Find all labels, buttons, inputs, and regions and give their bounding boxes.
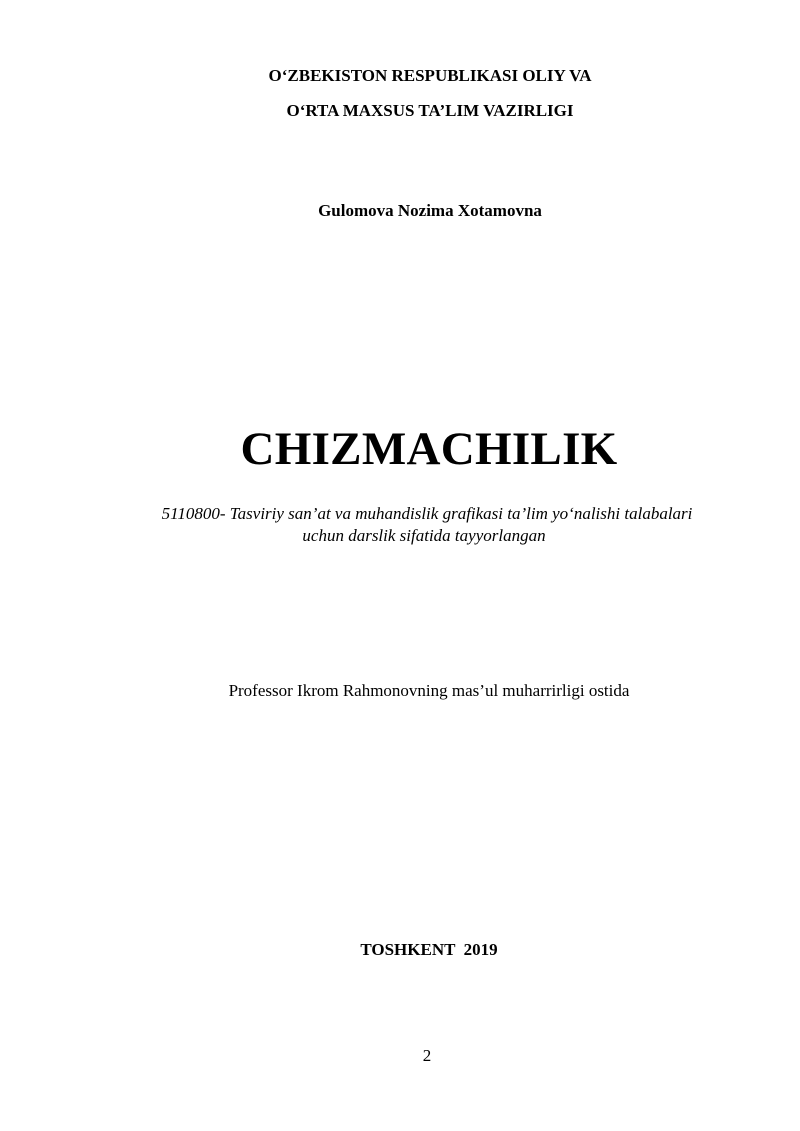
subtitle-line-2: uchun darslik sifatida tayyorlangan [302,526,546,545]
book-title: CHIZMACHILIK [240,423,618,475]
page-number: 2 [422,1046,432,1065]
ministry-name-line-2: O‘RTA MAXSUS TA’LIM VAZIRLIGI [286,101,574,120]
author-name: Gulomova Nozima Xotamovna [318,201,542,220]
publication-place-year: TOSHKENT 2019 [360,940,498,959]
ministry-name-line-1: O‘ZBEKISTON RESPUBLIKASI OLIY VA [268,66,592,85]
subtitle-line-1: 5110800- Tasviriy san’at va muhandislik grafikasi ta’lim yo‘nalishi talabalari [161,504,693,523]
editor-credit: Professor Ikrom Rahmonovning mas’ul muharrirligi ostida [228,681,630,700]
